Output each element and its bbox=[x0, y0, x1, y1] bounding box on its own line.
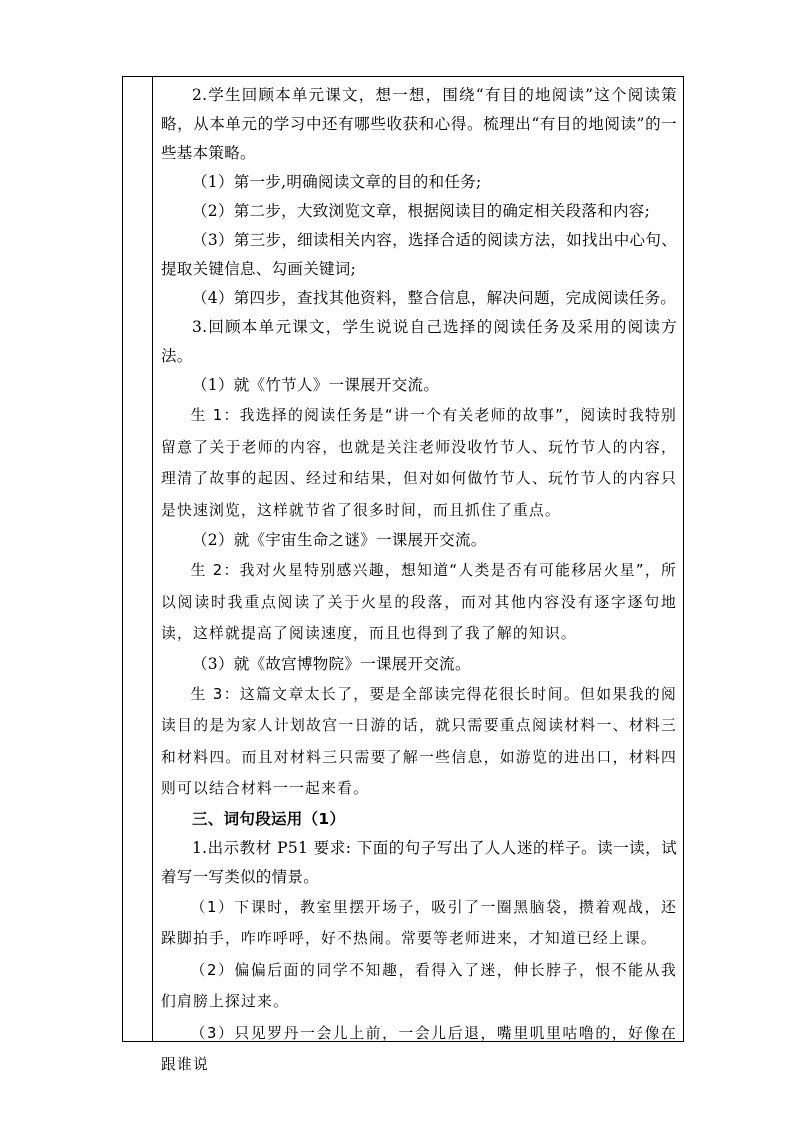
paragraph-discussion-1: （1）就《竹节人》一课展开交流。 bbox=[192, 376, 440, 394]
lesson-content bbox=[153, 77, 683, 1073]
paragraph-student-1: 生 1：我选择的阅读任务是“讲一个有关老师的故事”，阅读时我特别留意了关于老师的内容，也就是关注老师没收竹节人、玩竹节人的内容，理清了故事的起因、经过和结果，但对如何做竹节人、玩竹节人的内容只是快速浏览，这样就节省了很多时间，而且抓住了重点。 bbox=[161, 407, 677, 519]
paragraph-discussion-3: （3）就《故宫博物院》一课展开交流。 bbox=[192, 654, 471, 673]
paragraph-example-3: （3）只见罗丹一会儿上前，一会儿后退，嘴里叽里咕噜的，好像在跟谁说 bbox=[161, 1024, 677, 1073]
paragraph-step-2: （2）第二步，大致浏览文章，根据阅读目的确定相关段落和内容; bbox=[192, 202, 651, 220]
paragraph-step-1: （1）第一步,明确阅读文章的目的和任务; bbox=[192, 173, 482, 191]
paragraph-review-tasks: 3.回顾本单元课文，学生说说自己选择的阅读任务及采用的阅读方法。 bbox=[161, 318, 677, 365]
paragraph-student-2: 生 2：我对火星特别感兴趣，想知道“人类是否有可能移居火星”，所以阅读时我重点阅读了关于火星的段落，而对其他内容没有逐字逐句地读，这样就提高了阅读速度，而且也得到了我了解的知识。 bbox=[161, 562, 677, 642]
paragraph-example-1: （1）下课时，教室里摆开场子，吸引了一圈黑脑袋，攒着观战，还跺脚拍手，咋咋呼呼，好不热闹。常要等老师进来，才知道已经上课。 bbox=[161, 898, 677, 947]
section-heading: 三、词句段运用（1） bbox=[192, 809, 346, 828]
table-frame bbox=[122, 76, 684, 1073]
paragraph-step-3: （3）第三步，细读相关内容，选择合适的阅读方法，如找出中心句、提取关键信息、勾画关键词; bbox=[161, 231, 677, 278]
paragraph-textbook-requirement: 1.出示教材 P51 要求: 下面的句子写出了人人迷的样子。读一读，试着写一写类似的情景。 bbox=[161, 838, 677, 886]
paragraph-example-2: （2）偏偏后面的同学不知趣，看得入了迷，伸长脖子，恨不能从我们肩膀上探过来。 bbox=[161, 961, 677, 1010]
paragraph-strategy-review: 2.学生回顾本单元课文，想一想，围绕“有目的地阅读”这个阅读策略，从本单元的学习中还有哪些收获和心得。梳理出“有目的地阅读”的一些基本策略。 bbox=[161, 86, 677, 162]
paragraph-step-4: （4）第四步，查找其他资料，整合信息，解决问题，完成阅读任务。 bbox=[192, 289, 677, 307]
paragraph-discussion-2: （2）就《宇宙生命之谜》一课展开交流。 bbox=[192, 531, 487, 549]
paragraph-student-3: 生 3：这篇文章太长了，要是全部读完得花很长时间。但如果我的阅读目的是为家人计划故宫一日游的话，就只需要重点阅读材料一、材料三和材料四。而且对材料三只需要了解一些信息，如游览的进出口，材料四则可以结合材料一一起来看。 bbox=[161, 685, 677, 797]
